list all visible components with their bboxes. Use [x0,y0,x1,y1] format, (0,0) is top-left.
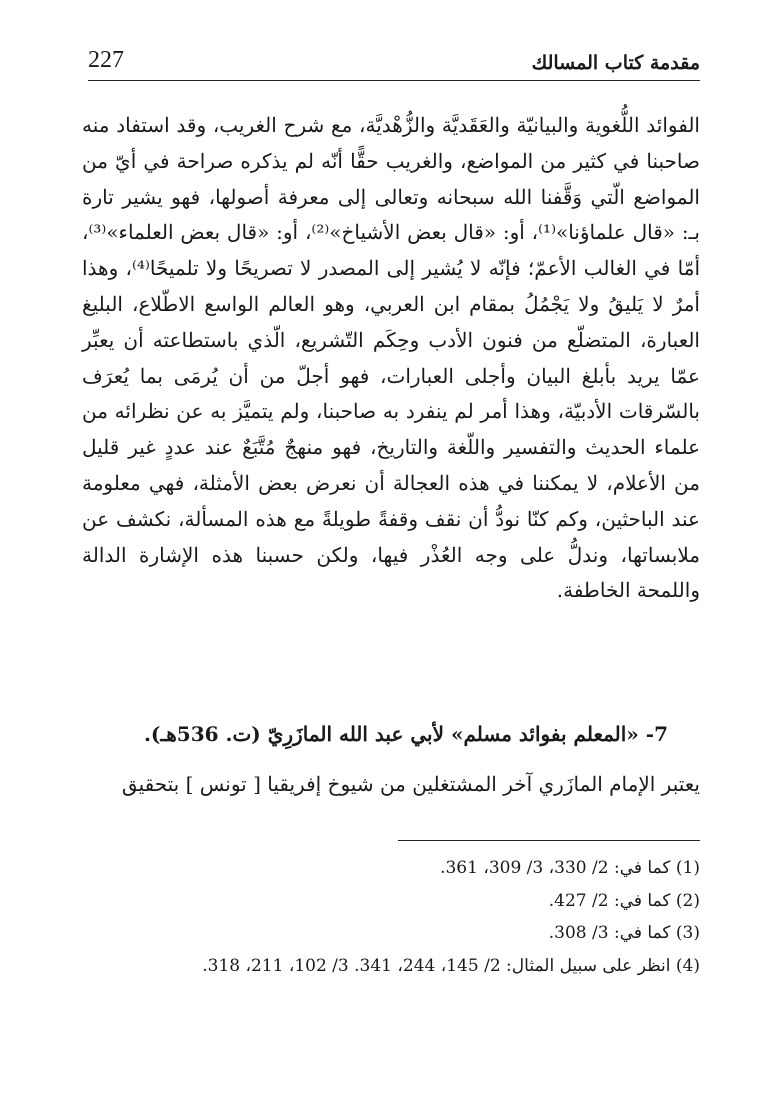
running-title: مقدمة كتاب المسالك [531,52,700,74]
footnote-2: (2) كما في: 2/ 427. [548,890,700,911]
footnote-1: (1) كما في: 2/ 330، 3/ 309، 361. [440,858,700,878]
page-header [88,38,700,81]
paragraph-text: الفوائد اللُّغوية والبيانيّة والعَقَديَّة والزُّهْديَّة، مع شرح الغريب، وقد استفاد منه صاحبنا في كثير من المواضع، والغريب حقًّا أنّه لم يذكره صراحة في أيّ من المواضع الّتي وَقَّفنا الله سبحانه وتعالى إلى معرفة أصولها، فهو يشير تارة بـ: «قال علماؤنا»⁽¹⁾، أو: «قال بعض الأشياخ»⁽²⁾، أو: «قال بعض العلماء»⁽³⁾، أمّا في الغالب الأعمّ؛ فإنّه لا يُشير إلى المصدر لا تصريحًا ولا تلميحًا⁽⁴⁾، وهذا أمرٌ لا يَليقُ ولا يَجْمُلُ بمقام ابن العربي، وهو العالم الواسع الاطّلاع، البليغ العبارة، المتضلّع من فنون الأدب وحِكَم التّشريع، الّذي باستطاعته أن يعبِّر عمّا يريد بأبلغ البيان وأجلى العبارات، فهو أجلّ من أن يُرمَى بما يُعرَف بالسّرقات الأدبيّة، وهذا أمر لم ينفرد به صاحبنا، ولم يتميَّز به عن نظرائه من علماء الحديث والتفسير واللّغة والتاريخ، فهو منهجٌ مُتَّبَعٌ عند عددٍ غير قليل من الأعلام، لا يمكننا في هذه العجالة أن نعرض بعض الأمثلة، فهي معلومة عند الباحثين، وكم كنّا نودُّ أن نقف وقفةً طويلةً مع هذه المسألة، نكشف عن ملابساتها، وندلُّ على وجه العُذْر فيها، ولكن حسبنا هذه الإشارة الدالة واللمحة الخاطفة. [82,113,701,603]
footnote-4: (4) انظر على سبيل المثال: 2/ 145، 244، 341. 3/ 102، 211، 318. [202,955,700,976]
main-paragraph [82,108,700,609]
page-number: 227 [88,47,124,73]
footnotes [82,852,700,983]
footnote-divider [398,840,700,841]
footnote-3: (3) كما في: 3/ 308. [548,923,700,944]
section-heading: 7- «المعلم بفوائد مسلم» لأبي عبد الله المازَرِيّ (ت. 536هـ). [143,722,668,746]
section-paragraph: يعتبر الإمام المازَري آخر المشتغلين من شيوخ إفريقيا [ تونس ] بتحقيق [121,772,700,796]
